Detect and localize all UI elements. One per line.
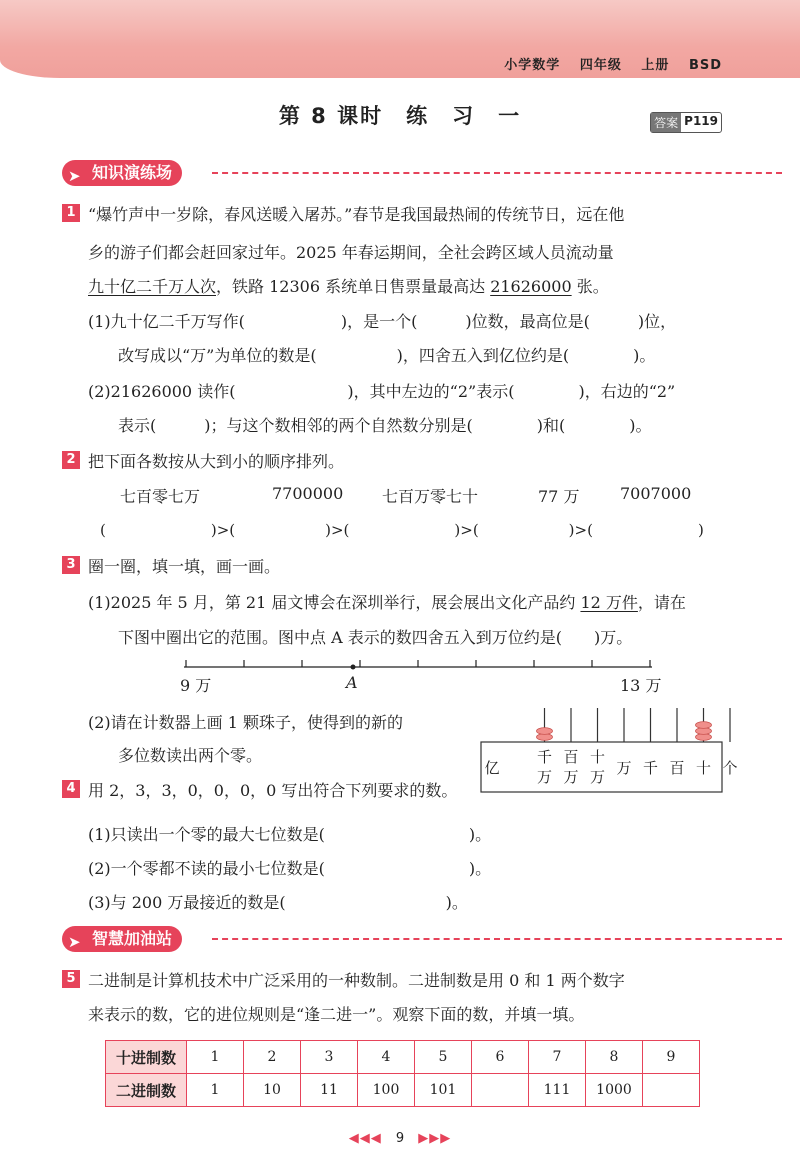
q2-order-blanks: ( )>( )>( )>( )>( ) xyxy=(100,521,704,539)
header-info xyxy=(490,54,722,73)
next-arrows-icon: ▶▶▶ xyxy=(418,1131,452,1146)
section-divider xyxy=(212,938,782,940)
abacus-label: 百 xyxy=(563,748,579,766)
q2-number: 七百万零七十 xyxy=(382,487,479,506)
number-line xyxy=(180,660,670,700)
table-cell: 100 xyxy=(358,1074,415,1107)
prev-arrows-icon: ◀◀◀ xyxy=(348,1131,382,1146)
q5-line-1: 二进制是计算机技术中广泛采用的一种数制。二进制数是用 0 和 1 两个数字 xyxy=(88,971,625,990)
q1-underline-people: 九十亿二千万人次 xyxy=(88,277,217,296)
table-cell: 4 xyxy=(358,1041,415,1074)
table-cell: 3 xyxy=(301,1041,358,1074)
question-number-5: 5 xyxy=(62,970,80,988)
q2-text: 把下面各数按从大到小的顺序排列。 xyxy=(88,452,345,471)
page-footer xyxy=(0,1131,800,1146)
table-cell: 9 xyxy=(643,1041,700,1074)
table-cell-blank[interactable] xyxy=(643,1074,700,1107)
abacus-counter[interactable] xyxy=(480,706,738,794)
abacus-label: 百 xyxy=(669,759,685,777)
header-edition: BSD xyxy=(688,58,722,73)
page-number: 9 xyxy=(395,1131,405,1146)
header-volume: 上册 xyxy=(641,58,670,73)
table-cell: 5 xyxy=(415,1041,472,1074)
q1-part1-line1: (1)九十亿二千万写作( )，是一个( )位数，最高位是( )位， xyxy=(88,312,677,331)
table-cell: 6 xyxy=(472,1041,529,1074)
table-cell: 2 xyxy=(244,1041,301,1074)
q1-line-1: “爆竹声中一岁除，春风送暖入屠苏。”春节是我国最热闹的传统节日，远在他 xyxy=(88,205,625,224)
q1-line-3: 九十亿二千万人次，铁路 12306 系统单日售票量最高达 21626000 张。 xyxy=(88,277,609,296)
abacus-label: 个 xyxy=(722,759,738,777)
answer-label: 答案 xyxy=(651,113,681,132)
table-cell: 10 xyxy=(244,1074,301,1107)
abacus-bead xyxy=(696,722,712,729)
abacus-label: 十 xyxy=(589,748,606,766)
abacus-label: 万 xyxy=(616,759,632,777)
table-cell: 1 xyxy=(187,1041,244,1074)
q3-part1-line1: (1)2025 年 5 月，第 21 届文博会在深圳举行，展会展出文化产品约 12 万件，请在 xyxy=(88,593,686,612)
question-number-2: 2 xyxy=(62,451,80,469)
question-number-1: 1 xyxy=(62,204,80,222)
abacus-label: 万 xyxy=(536,768,553,786)
abacus-bead xyxy=(537,728,553,735)
q1-underline-tickets: 21626000 xyxy=(490,277,572,296)
section-title-practice: 知识演练场 xyxy=(92,163,173,182)
number-line-right-label: 13 万 xyxy=(620,676,662,695)
q4-part3: (3)与 200 万最接近的数是( )。 xyxy=(88,893,468,912)
abacus-label: 千 xyxy=(536,748,553,766)
q1-line-2: 乡的游子们都会赶回家过年。2025 年春运期间，全社会跨区域人员流动量 xyxy=(88,243,614,262)
table-cell: 101 xyxy=(415,1074,472,1107)
table-cell-blank[interactable] xyxy=(472,1074,529,1107)
header-subject: 小学数学 xyxy=(504,58,561,73)
q5-line-2: 来表示的数，它的进位规则是“逢二进一”。观察下面的数，并填一填。 xyxy=(88,1005,585,1024)
section-banner-practice xyxy=(62,160,182,186)
q1-part1-line2: 改写成以“万”为单位的数是( )，四舍五入到亿位约是( )。 xyxy=(118,346,656,365)
section-title-boost: 智慧加油站 xyxy=(92,929,173,948)
q3-part2-line2: 多位数读出两个零。 xyxy=(118,746,263,765)
q2-number: 七百零七万 xyxy=(120,487,201,506)
abacus-label: 万 xyxy=(563,768,579,786)
table-cell: 11 xyxy=(301,1074,358,1107)
page-title: 第 8 课时 练 习 一 xyxy=(278,104,522,128)
row-header-binary: 二进制数 xyxy=(106,1074,187,1107)
answer-page: P119 xyxy=(684,114,718,128)
q2-number: 7700000 xyxy=(272,484,344,503)
table-cell: 8 xyxy=(586,1041,643,1074)
answer-tag[interactable] xyxy=(650,112,722,133)
table-cell: 1 xyxy=(187,1074,244,1107)
table-cell: 1000 xyxy=(586,1074,643,1107)
q3-underline-products: 12 万件 xyxy=(580,593,638,612)
section-divider xyxy=(212,172,782,174)
question-number-3: 3 xyxy=(62,556,80,574)
table-cell: 111 xyxy=(529,1074,586,1107)
q1-part2-line2: 表示( )；与这个数相邻的两个自然数分别是( )和( )。 xyxy=(118,416,652,435)
q2-number: 77 万 xyxy=(538,487,580,506)
question-number-4: 4 xyxy=(62,780,80,798)
arrow-icon: ➤ xyxy=(68,933,81,951)
q2-number: 7007000 xyxy=(620,484,692,503)
abacus-label: 千 xyxy=(642,759,659,777)
q4-part1: (1)只读出一个零的最大七位数是( )。 xyxy=(88,825,492,844)
arrow-icon: ➤ xyxy=(68,167,81,185)
number-line-point-label: A xyxy=(346,673,358,692)
q3-part2-line1: (2)请在计数器上画 1 颗珠子，使得到的新的 xyxy=(88,713,404,732)
table-row xyxy=(106,1074,700,1107)
point-a xyxy=(351,665,356,670)
abacus-label: 十 xyxy=(695,759,712,777)
row-header-decimal: 十进制数 xyxy=(106,1041,187,1074)
table-cell: 7 xyxy=(529,1041,586,1074)
table-row xyxy=(106,1041,700,1074)
abacus-label: 亿 xyxy=(484,759,500,777)
q3-text: 圈一圈，填一填，画一画。 xyxy=(88,557,281,576)
section-banner-boost xyxy=(62,926,182,952)
header-grade: 四年级 xyxy=(579,58,622,73)
abacus-label: 万 xyxy=(589,768,606,786)
q3-part1-line2: 下图中圈出它的范围。图中点 A 表示的数四舍五入到万位约是( )万。 xyxy=(118,628,633,647)
binary-table xyxy=(105,1040,700,1107)
q4-text: 用 2，3，3，0，0，0，0 写出符合下列要求的数。 xyxy=(88,781,458,800)
q4-part2: (2)一个零都不读的最小七位数是( )。 xyxy=(88,859,492,878)
q1-part2-line1: (2)21626000 读作( )，其中左边的“2”表示( )，右边的“2” xyxy=(88,382,676,401)
number-line-left-label: 9 万 xyxy=(180,676,212,695)
